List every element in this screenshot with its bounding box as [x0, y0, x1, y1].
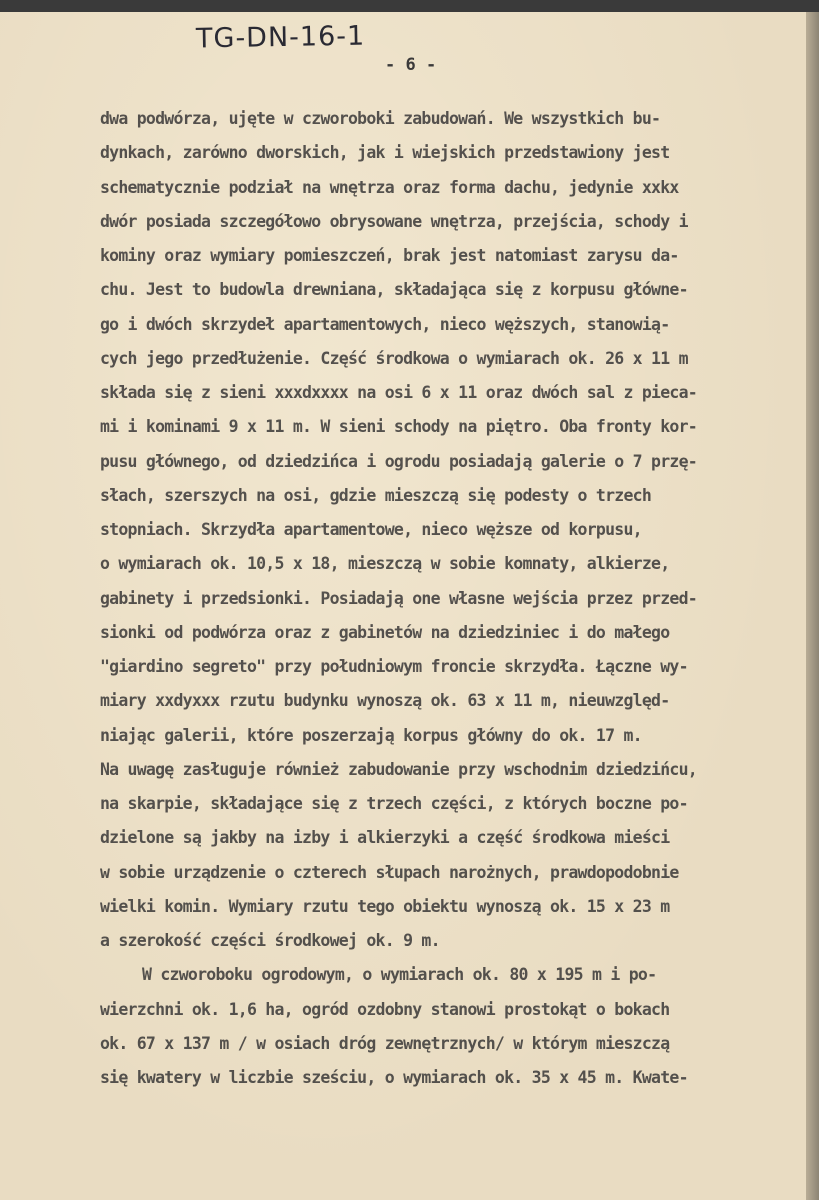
text-line: gabinety i przedsionki. Posiadają one własne wejścia przez przed-	[100, 588, 697, 608]
text-line: chu. Jest to budowla drewniana, składająca się z korpusu główne-	[100, 280, 688, 300]
text-line: wielki komin. Wymiary rzutu tego obiektu wynoszą ok. 15 x 23 m	[100, 896, 670, 916]
text-line: pusu głównego, od dziedzińca i ogrodu posiadają galerie o 7 przę-	[100, 451, 697, 471]
page-number: - 6 -	[385, 55, 437, 75]
text-line: dwór posiada szczegółowo obrysowane wnętrza, przejścia, schody i	[100, 211, 688, 231]
text-line: słach, szerszych na osi, gdzie mieszczą się podesty o trzech	[100, 485, 652, 505]
body-text	[100, 102, 800, 1095]
text-line: kominy oraz wymiary pomieszczeń, brak jest natomiast zarysu da-	[100, 246, 679, 265]
paragraph-start-line: W czworoboku ogrodowym, o wymiarach ok. 80 x 195 m i po-	[142, 965, 657, 985]
text-line: schematycznie podział na wnętrza oraz forma dachu, jedynie xxkx	[100, 177, 679, 197]
text-line: mi i kominami 9 x 11 m. W sieni schody na piętro. Oba fronty kor-	[100, 417, 697, 437]
text-line: niając galerii, które poszerzają korpus główny do ok. 17 m.	[100, 725, 642, 745]
text-line: dynkach, zarówno dworskich, jak i wiejskich przedstawiony jest	[100, 143, 670, 163]
text-line: miary xxdyxxx rzutu budynku wynoszą ok. 63 x 11 m, nieuwzględ-	[100, 691, 670, 711]
text-line: cych jego przedłużenie. Część środkowa o wymiarach ok. 26 x 11 m	[100, 348, 688, 368]
text-line: ok. 67 x 137 m / w osiach dróg zewnętrznych/ w którym mieszczą	[100, 1033, 670, 1053]
text-line: się kwatery w liczbie sześciu, o wymiarach ok. 35 x 45 m. Kwate-	[100, 1068, 688, 1087]
page-edge-shadow	[806, 12, 819, 1200]
text-line: "giardino segreto" przy południowym froncie skrzydła. Łączne wy-	[100, 657, 688, 676]
text-line: sionki od podwórza oraz z gabinetów na dziedziniec i do małego	[100, 622, 670, 642]
text-line: składa się z sieni xxxdxxxx na osi 6 x 11 oraz dwóch sal z pieca-	[100, 383, 697, 402]
text-line: Na uwagę zasługuje również zabudowanie przy wschodnim dziedzińcu,	[100, 759, 697, 779]
top-dark-border	[0, 0, 819, 12]
text-line: go i dwóch skrzydeł apartamentowych, nieco węższych, stanowią-	[100, 314, 670, 334]
text-line: stopniach. Skrzydła apartamentowe, nieco węższe od korpusu,	[100, 520, 642, 539]
text-line: dzielone są jakby na izby i alkierzyki a część środkowa mieści	[100, 828, 670, 848]
text-line: w sobie urządzenie o czterech słupach narożnych, prawdopodobnie	[100, 862, 679, 882]
text-line: na skarpie, składające się z trzech części, z których boczne po-	[100, 794, 688, 813]
handwritten-reference: TG-DN-16-1	[195, 20, 366, 55]
text-line: dwa podwórza, ujęte w czworoboki zabudowań. We wszystkich bu-	[100, 109, 661, 128]
text-line: a szerokość części środkowej ok. 9 m.	[100, 931, 440, 950]
text-line: o wymiarach ok. 10,5 x 18, mieszczą w sobie komnaty, alkierze,	[100, 554, 670, 574]
text-line: wierzchni ok. 1,6 ha, ogród ozdobny stanowi prostokąt o bokach	[100, 999, 670, 1019]
